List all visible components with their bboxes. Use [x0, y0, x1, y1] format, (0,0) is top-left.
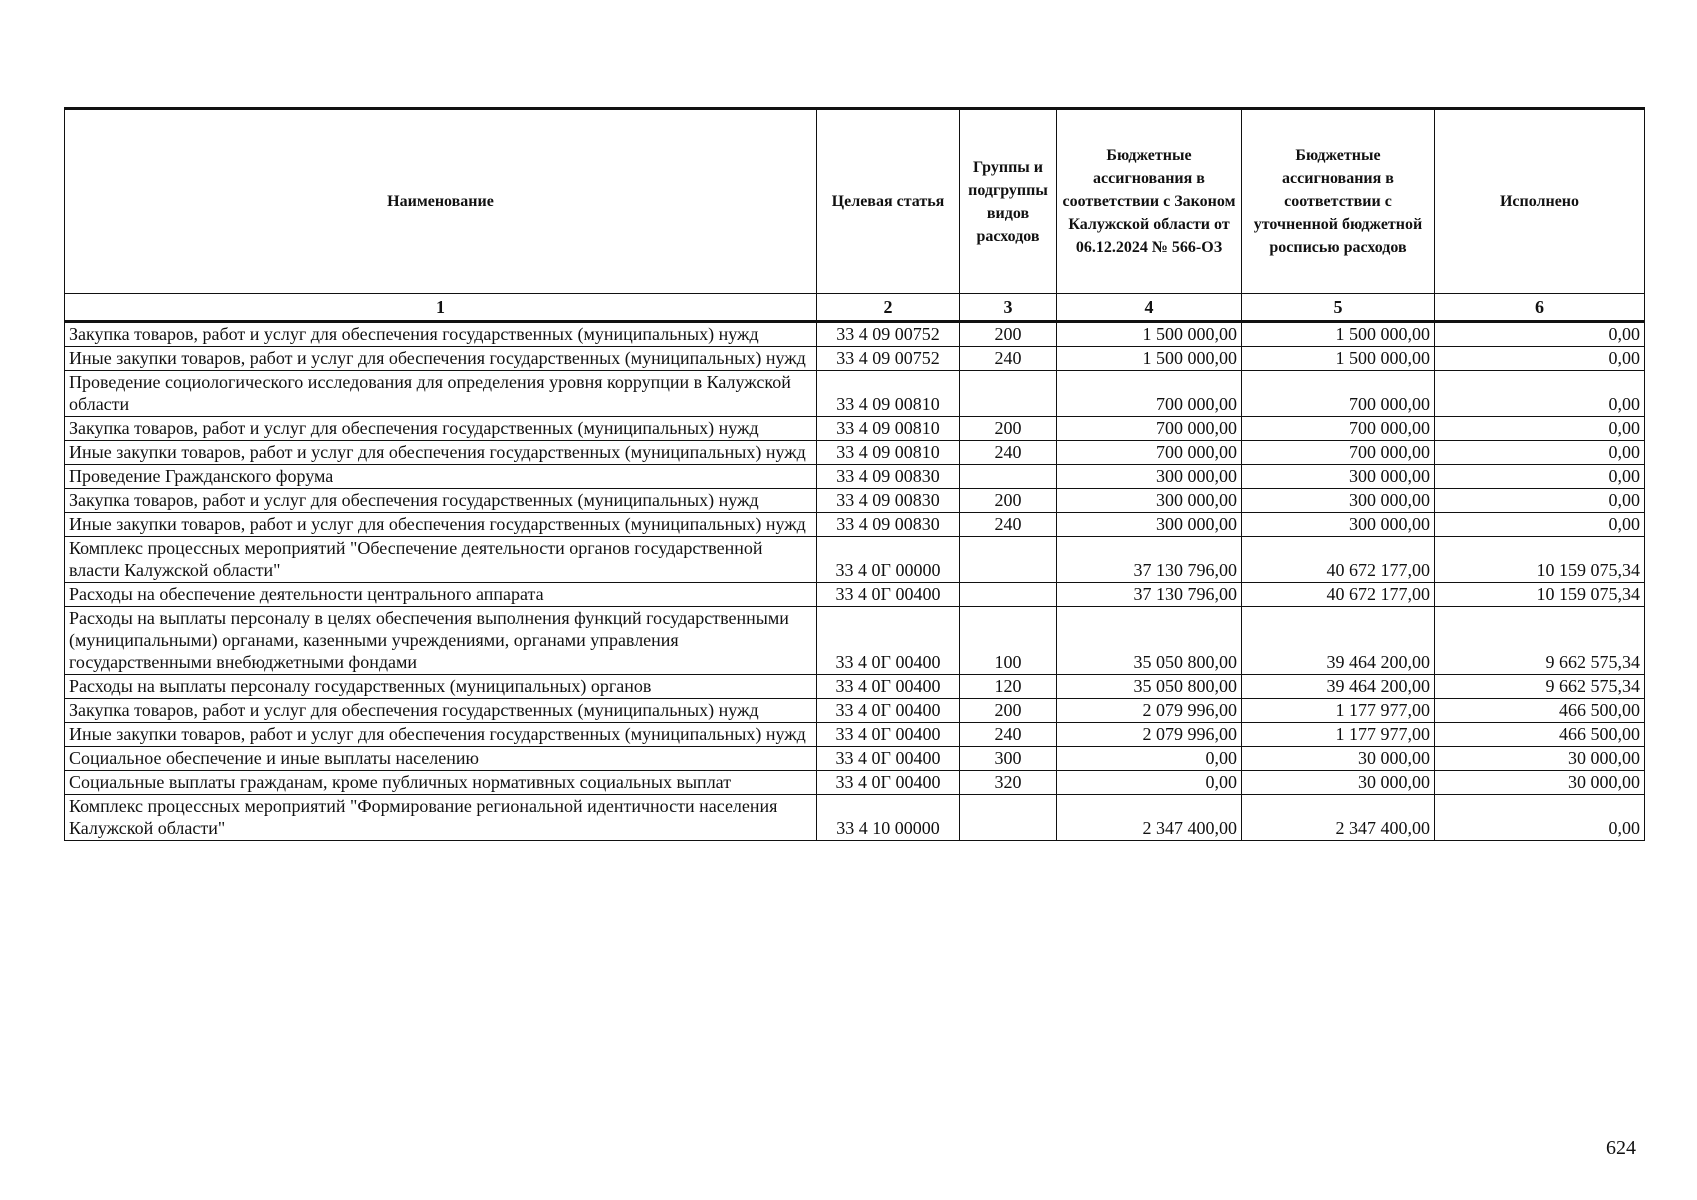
row-executed: 0,00 — [1435, 322, 1645, 347]
table-row — [65, 322, 1645, 347]
row-expense-group: 320 — [960, 771, 1057, 795]
row-executed: 10 159 075,34 — [1435, 583, 1645, 607]
row-executed: 0,00 — [1435, 489, 1645, 513]
row-law-allocation: 1 500 000,00 — [1057, 322, 1242, 347]
row-refined-allocation: 300 000,00 — [1242, 465, 1435, 489]
row-refined-allocation: 30 000,00 — [1242, 747, 1435, 771]
row-expense-group: 300 — [960, 747, 1057, 771]
column-number: 1 — [65, 294, 817, 322]
table-row — [65, 347, 1645, 371]
row-executed: 30 000,00 — [1435, 747, 1645, 771]
row-refined-allocation: 300 000,00 — [1242, 513, 1435, 537]
table-row — [65, 795, 1645, 841]
row-name: Иные закупки товаров, работ и услуг для обеспечения государственных (муниципальных) нужд — [65, 441, 817, 465]
row-executed: 0,00 — [1435, 795, 1645, 841]
row-name: Расходы на выплаты персоналу государственных (муниципальных) органов — [65, 675, 817, 699]
row-executed: 30 000,00 — [1435, 771, 1645, 795]
header-row — [65, 109, 1645, 294]
row-executed: 466 500,00 — [1435, 699, 1645, 723]
row-expense-group: 100 — [960, 607, 1057, 675]
row-target-article: 33 4 0Г 00400 — [817, 583, 960, 607]
table-body — [65, 322, 1645, 841]
row-executed: 10 159 075,34 — [1435, 537, 1645, 583]
row-law-allocation: 700 000,00 — [1057, 371, 1242, 417]
row-law-allocation: 0,00 — [1057, 747, 1242, 771]
row-target-article: 33 4 0Г 00400 — [817, 607, 960, 675]
row-law-allocation: 35 050 800,00 — [1057, 675, 1242, 699]
row-expense-group: 200 — [960, 489, 1057, 513]
row-target-article: 33 4 09 00810 — [817, 441, 960, 465]
row-refined-allocation: 1 500 000,00 — [1242, 322, 1435, 347]
row-refined-allocation: 700 000,00 — [1242, 441, 1435, 465]
row-executed: 0,00 — [1435, 465, 1645, 489]
row-law-allocation: 37 130 796,00 — [1057, 583, 1242, 607]
row-target-article: 33 4 09 00830 — [817, 513, 960, 537]
row-law-allocation: 300 000,00 — [1057, 489, 1242, 513]
row-executed: 0,00 — [1435, 371, 1645, 417]
table-row — [65, 537, 1645, 583]
column-number-row — [65, 294, 1645, 322]
budget-table — [64, 107, 1645, 841]
row-law-allocation: 2 079 996,00 — [1057, 723, 1242, 747]
row-law-allocation: 300 000,00 — [1057, 465, 1242, 489]
row-executed: 0,00 — [1435, 417, 1645, 441]
row-expense-group — [960, 583, 1057, 607]
row-target-article: 33 4 09 00830 — [817, 489, 960, 513]
table-row — [65, 441, 1645, 465]
table-row — [65, 513, 1645, 537]
header-expense-groups: Группы и подгруппы видов расходов — [960, 109, 1057, 294]
row-name: Иные закупки товаров, работ и услуг для обеспечения государственных (муниципальных) нужд — [65, 347, 817, 371]
row-law-allocation: 35 050 800,00 — [1057, 607, 1242, 675]
row-law-allocation: 0,00 — [1057, 771, 1242, 795]
row-law-allocation: 1 500 000,00 — [1057, 347, 1242, 371]
row-name: Закупка товаров, работ и услуг для обеспечения государственных (муниципальных) нужд — [65, 489, 817, 513]
row-refined-allocation: 300 000,00 — [1242, 489, 1435, 513]
table-row — [65, 371, 1645, 417]
row-executed: 0,00 — [1435, 441, 1645, 465]
row-name: Проведение Гражданского форума — [65, 465, 817, 489]
row-expense-group — [960, 795, 1057, 841]
row-name: Социальные выплаты гражданам, кроме публичных нормативных социальных выплат — [65, 771, 817, 795]
page-number: 624 — [1606, 1137, 1636, 1159]
row-expense-group: 200 — [960, 417, 1057, 441]
row-target-article: 33 4 09 00752 — [817, 347, 960, 371]
row-name: Расходы на обеспечение деятельности центрального аппарата — [65, 583, 817, 607]
row-law-allocation: 300 000,00 — [1057, 513, 1242, 537]
row-name: Расходы на выплаты персоналу в целях обеспечения выполнения функций государственными (муниципальными) органами, казенными учреждениями, органами управления государственными внебюджетными фондами — [65, 607, 817, 675]
row-target-article: 33 4 09 00810 — [817, 371, 960, 417]
row-refined-allocation: 2 347 400,00 — [1242, 795, 1435, 841]
row-name: Иные закупки товаров, работ и услуг для обеспечения государственных (муниципальных) нужд — [65, 723, 817, 747]
table-row — [65, 699, 1645, 723]
row-expense-group — [960, 465, 1057, 489]
row-executed: 9 662 575,34 — [1435, 607, 1645, 675]
row-name: Закупка товаров, работ и услуг для обеспечения государственных (муниципальных) нужд — [65, 322, 817, 347]
row-target-article: 33 4 0Г 00400 — [817, 699, 960, 723]
row-target-article: 33 4 0Г 00400 — [817, 771, 960, 795]
column-number: 2 — [817, 294, 960, 322]
row-refined-allocation: 1 177 977,00 — [1242, 723, 1435, 747]
table-row — [65, 417, 1645, 441]
row-executed: 0,00 — [1435, 347, 1645, 371]
row-expense-group: 240 — [960, 723, 1057, 747]
header-name: Наименование — [65, 109, 817, 294]
row-target-article: 33 4 0Г 00000 — [817, 537, 960, 583]
header-law-allocations: Бюджетные ассигнования в соответствии с Законом Калужской области от 06.12.2024 № 566-ОЗ — [1057, 109, 1242, 294]
column-number: 3 — [960, 294, 1057, 322]
table-row — [65, 489, 1645, 513]
row-executed: 0,00 — [1435, 513, 1645, 537]
row-target-article: 33 4 09 00830 — [817, 465, 960, 489]
row-executed: 9 662 575,34 — [1435, 675, 1645, 699]
row-law-allocation: 700 000,00 — [1057, 417, 1242, 441]
header-refined-allocations: Бюджетные ассигнования в соответствии с уточненной бюджетной росписью расходов — [1242, 109, 1435, 294]
row-refined-allocation: 700 000,00 — [1242, 417, 1435, 441]
column-number: 5 — [1242, 294, 1435, 322]
row-refined-allocation: 40 672 177,00 — [1242, 537, 1435, 583]
row-expense-group — [960, 537, 1057, 583]
row-expense-group: 240 — [960, 347, 1057, 371]
row-name: Комплекс процессных мероприятий "Формирование региональной идентичности населения Калужской области" — [65, 795, 817, 841]
column-number: 6 — [1435, 294, 1645, 322]
row-law-allocation: 2 079 996,00 — [1057, 699, 1242, 723]
row-refined-allocation: 1 500 000,00 — [1242, 347, 1435, 371]
row-expense-group: 240 — [960, 441, 1057, 465]
row-expense-group: 200 — [960, 699, 1057, 723]
row-target-article: 33 4 09 00810 — [817, 417, 960, 441]
row-target-article: 33 4 10 00000 — [817, 795, 960, 841]
row-target-article: 33 4 0Г 00400 — [817, 747, 960, 771]
row-name: Закупка товаров, работ и услуг для обеспечения государственных (муниципальных) нужд — [65, 699, 817, 723]
header-target-article: Целевая статья — [817, 109, 960, 294]
table-row — [65, 583, 1645, 607]
table-row — [65, 747, 1645, 771]
row-refined-allocation: 39 464 200,00 — [1242, 607, 1435, 675]
row-name: Иные закупки товаров, работ и услуг для обеспечения государственных (муниципальных) нужд — [65, 513, 817, 537]
row-law-allocation: 700 000,00 — [1057, 441, 1242, 465]
header-executed: Исполнено — [1435, 109, 1645, 294]
row-target-article: 33 4 09 00752 — [817, 322, 960, 347]
row-refined-allocation: 40 672 177,00 — [1242, 583, 1435, 607]
row-refined-allocation: 30 000,00 — [1242, 771, 1435, 795]
table-row — [65, 607, 1645, 675]
row-expense-group: 120 — [960, 675, 1057, 699]
row-name: Социальное обеспечение и иные выплаты населению — [65, 747, 817, 771]
table-row — [65, 675, 1645, 699]
row-target-article: 33 4 0Г 00400 — [817, 723, 960, 747]
row-law-allocation: 37 130 796,00 — [1057, 537, 1242, 583]
row-law-allocation: 2 347 400,00 — [1057, 795, 1242, 841]
row-executed: 466 500,00 — [1435, 723, 1645, 747]
table-row — [65, 771, 1645, 795]
row-target-article: 33 4 0Г 00400 — [817, 675, 960, 699]
row-refined-allocation: 700 000,00 — [1242, 371, 1435, 417]
table-row — [65, 465, 1645, 489]
row-expense-group: 200 — [960, 322, 1057, 347]
row-expense-group — [960, 371, 1057, 417]
row-name: Проведение социологического исследования для определения уровня коррупции в Калужской области — [65, 371, 817, 417]
row-name: Закупка товаров, работ и услуг для обеспечения государственных (муниципальных) нужд — [65, 417, 817, 441]
table-row — [65, 723, 1645, 747]
row-refined-allocation: 39 464 200,00 — [1242, 675, 1435, 699]
row-expense-group: 240 — [960, 513, 1057, 537]
column-number: 4 — [1057, 294, 1242, 322]
row-name: Комплекс процессных мероприятий "Обеспечение деятельности органов государственной власти Калужской области" — [65, 537, 817, 583]
row-refined-allocation: 1 177 977,00 — [1242, 699, 1435, 723]
